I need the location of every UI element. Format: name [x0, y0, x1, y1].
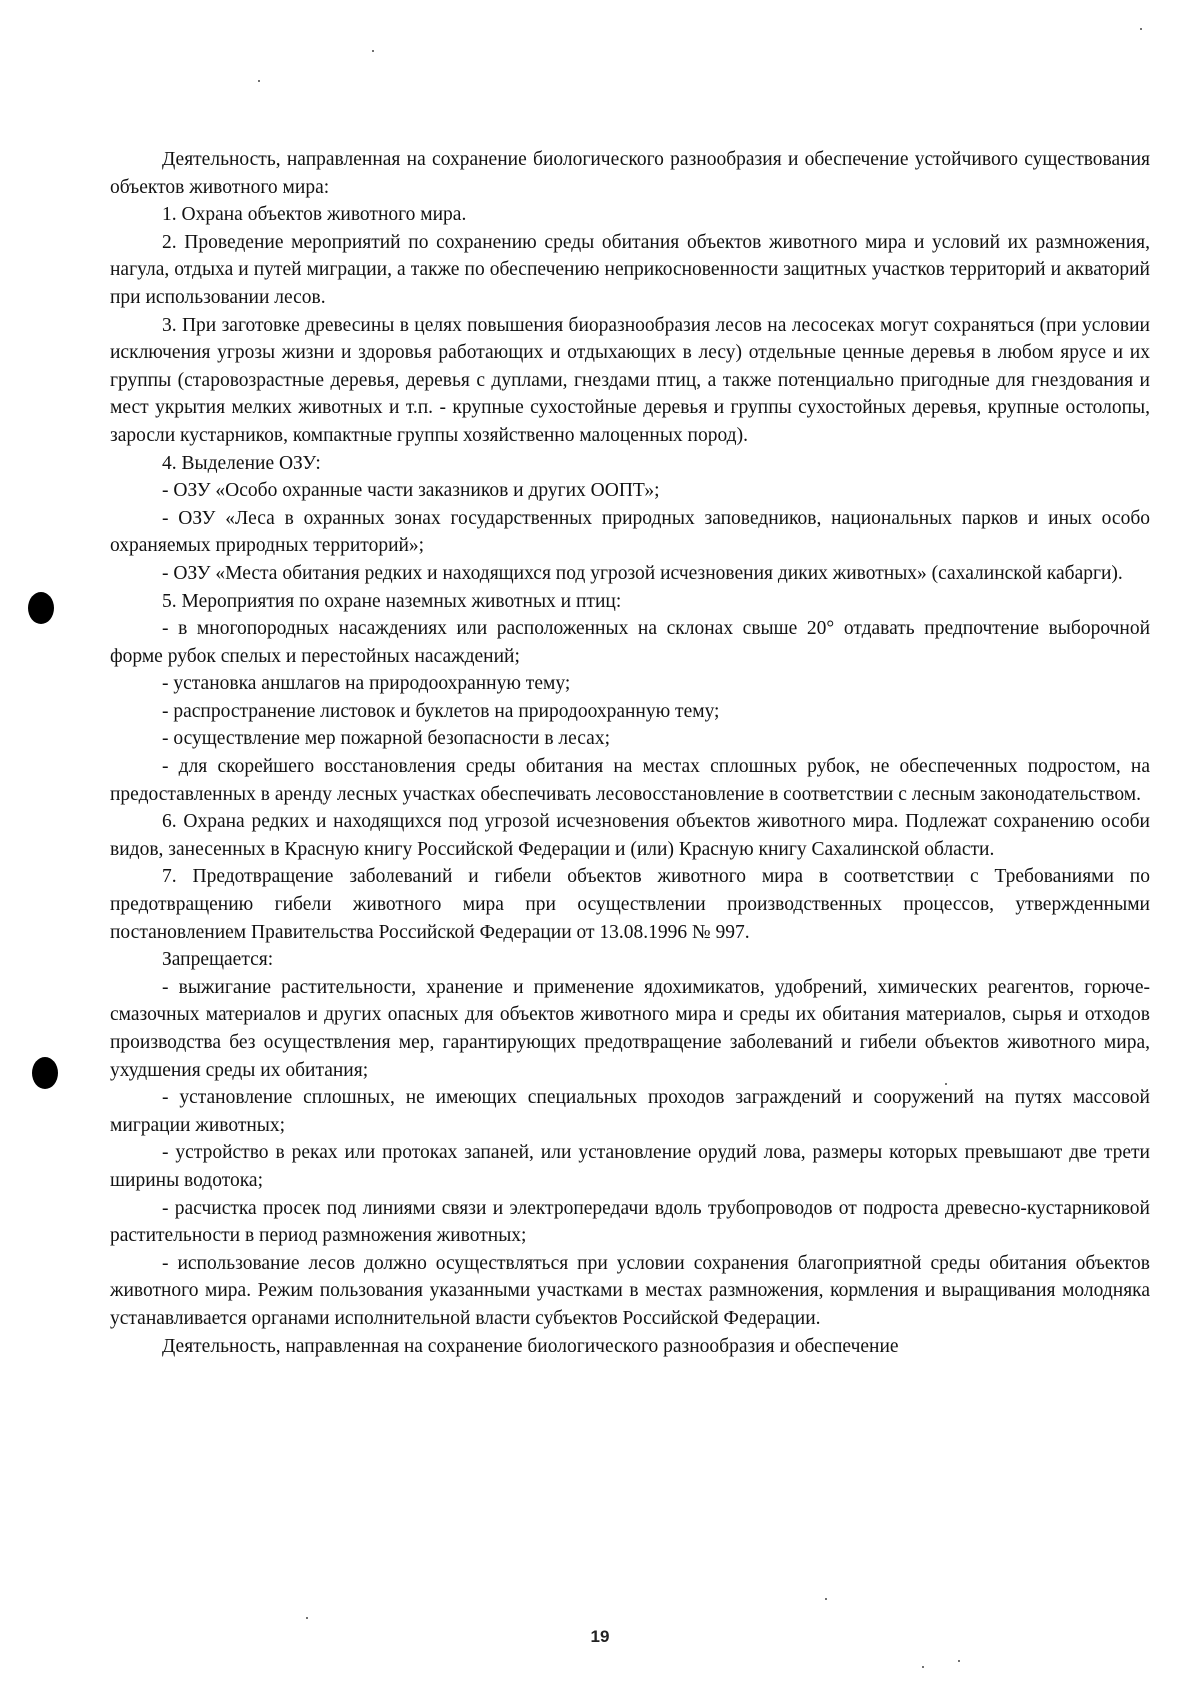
scan-speck — [306, 1617, 308, 1619]
punch-hole-bottom — [32, 1057, 58, 1089]
list-item-prohibited-1: - выжигание растительности, хранение и применение ядохимикатов, удобрений, химических реагентов, горюче-смазочных материалов и других опасных для объектов животного мира и среды их обитания материалов, сырья и отходов производства без осуществления мер, гарантирующих предотвращение заболеваний и гибели объектов животного мира, ухудшения среды их обитания; — [110, 976, 1150, 1081]
punch-hole-top — [28, 592, 54, 624]
list-item-ozu-1: - ОЗУ «Особо охранные части заказников и других ООПТ»; — [162, 480, 660, 502]
paragraph-item-6: 6. Охрана редких и находящихся под угрозой исчезновения объектов животного мира. Подлежат сохранению особи видов, занесенных в Красную книгу Российской Федерации и (или) Красную книгу Сахалинской области. — [110, 811, 1150, 860]
list-item-prohibited-3: - устройство в реках или протоках запаней, или установление орудий лова, размеры которых превышают две трети ширины водотока; — [110, 1142, 1150, 1191]
paragraph-item-4: 4. Выделение ОЗУ: — [162, 452, 321, 474]
page-number: 19 — [590, 1627, 610, 1646]
paragraph-item-3: 3. При заготовке древесины в целях повышения биоразнообразия лесов на лесосеках могут сохраняться (при условии исключения угрозы жизни и здоровья работающих и отдыхающих в лесу) отдельные ценные деревья в любом ярусе и их группы (старовозрастные деревья, деревья с дуплами, гнездами птиц, а также потенциально пригодные для гнездования и мест укрытия мелких животных и т.п. - крупные сухостойные деревья и группы сухостойных деревья, крупные остолопы, заросли кустарников, компактные группы хозяйственно малоценных пород). — [110, 314, 1150, 446]
list-item-measure-3: - распространение листовок и буклетов на природоохранную тему; — [162, 700, 720, 722]
scan-speck — [922, 1666, 924, 1668]
list-item-measure-2: - установка аншлагов на природоохранную тему; — [162, 673, 571, 695]
list-item-prohibited-5: - использование лесов должно осуществляться при условии сохранения благоприятной среды обитания объектов животного мира. Режим пользования указанными участками в местах размножения, кормления и выращивания молодняка устанавливается органами исполнительной власти субъектов Российской Федерации. — [110, 1252, 1150, 1329]
list-item-measure-1: - в многопородных насаждениях или расположенных на склонах свыше 20° отдавать предпочтение выборочной форме рубок спелых и перестойных насаждений; — [110, 618, 1150, 667]
scan-speck — [258, 80, 260, 82]
list-item-ozu-3: - ОЗУ «Места обитания редких и находящихся под угрозой исчезновения диких животных» (сахалинской кабарги). — [162, 562, 1123, 584]
list-item-ozu-2: - ОЗУ «Леса в охранных зонах государственных природных заповедников, национальных парков и иных особо охраняемых природных территорий»; — [110, 507, 1150, 557]
scan-speck — [1140, 28, 1142, 30]
list-item-measure-5: - для скорейшего восстановления среды обитания на местах сплошных рубок, не обеспеченных подростом, на предоставленных в аренду лесных участках обеспечивать лесовосстановление в соответствии с лесным законодательством. — [110, 756, 1150, 805]
paragraph-item-2: 2. Проведение мероприятий по сохранению среды обитания объектов животного мира и условий их размножения, нагула, отдыха и путей миграции, а также по обеспечению неприкосновенности защитных участков территорий и акваторий при использовании лесов. — [110, 231, 1150, 308]
paragraph-item-1: 1. Охрана объектов животного мира. — [162, 204, 467, 226]
paragraph-continued: Деятельность, направленная на сохранение биологического разнообразия и обеспечение — [162, 1335, 899, 1357]
document-page — [110, 146, 1150, 1360]
list-item-prohibited-4: - расчистка просек под линиями связи и электропередачи вдоль трубопроводов от подроста древесно-кустарниковой растительности в период размножения животных; — [110, 1197, 1150, 1247]
list-item-prohibited-2: - установление сплошных, не имеющих специальных проходов заграждений и сооружений на путях массовой миграции животных; — [110, 1087, 1150, 1136]
paragraph-prohibited-heading: Запрещается: — [162, 949, 274, 971]
scan-speck — [825, 1598, 827, 1600]
paragraph-item-7: 7. Предотвращение заболеваний и гибели объектов животного мира в соответствии с Требованиями по предотвращению гибели животного мира при осуществлении производственных процессов, утвержденными постановлением Правительства Российской Федерации от 13.08.1996 № 997. — [110, 866, 1150, 943]
scan-speck — [958, 1660, 960, 1662]
paragraph-item-5: 5. Мероприятия по охране наземных животных и птиц: — [162, 590, 622, 612]
list-item-measure-4: - осуществление мер пожарной безопасности в лесах; — [162, 728, 610, 750]
scan-speck — [372, 50, 374, 52]
paragraph-intro: Деятельность, направленная на сохранение биологического разнообразия и обеспечение устойчивого существования объектов животного мира: — [110, 149, 1150, 198]
